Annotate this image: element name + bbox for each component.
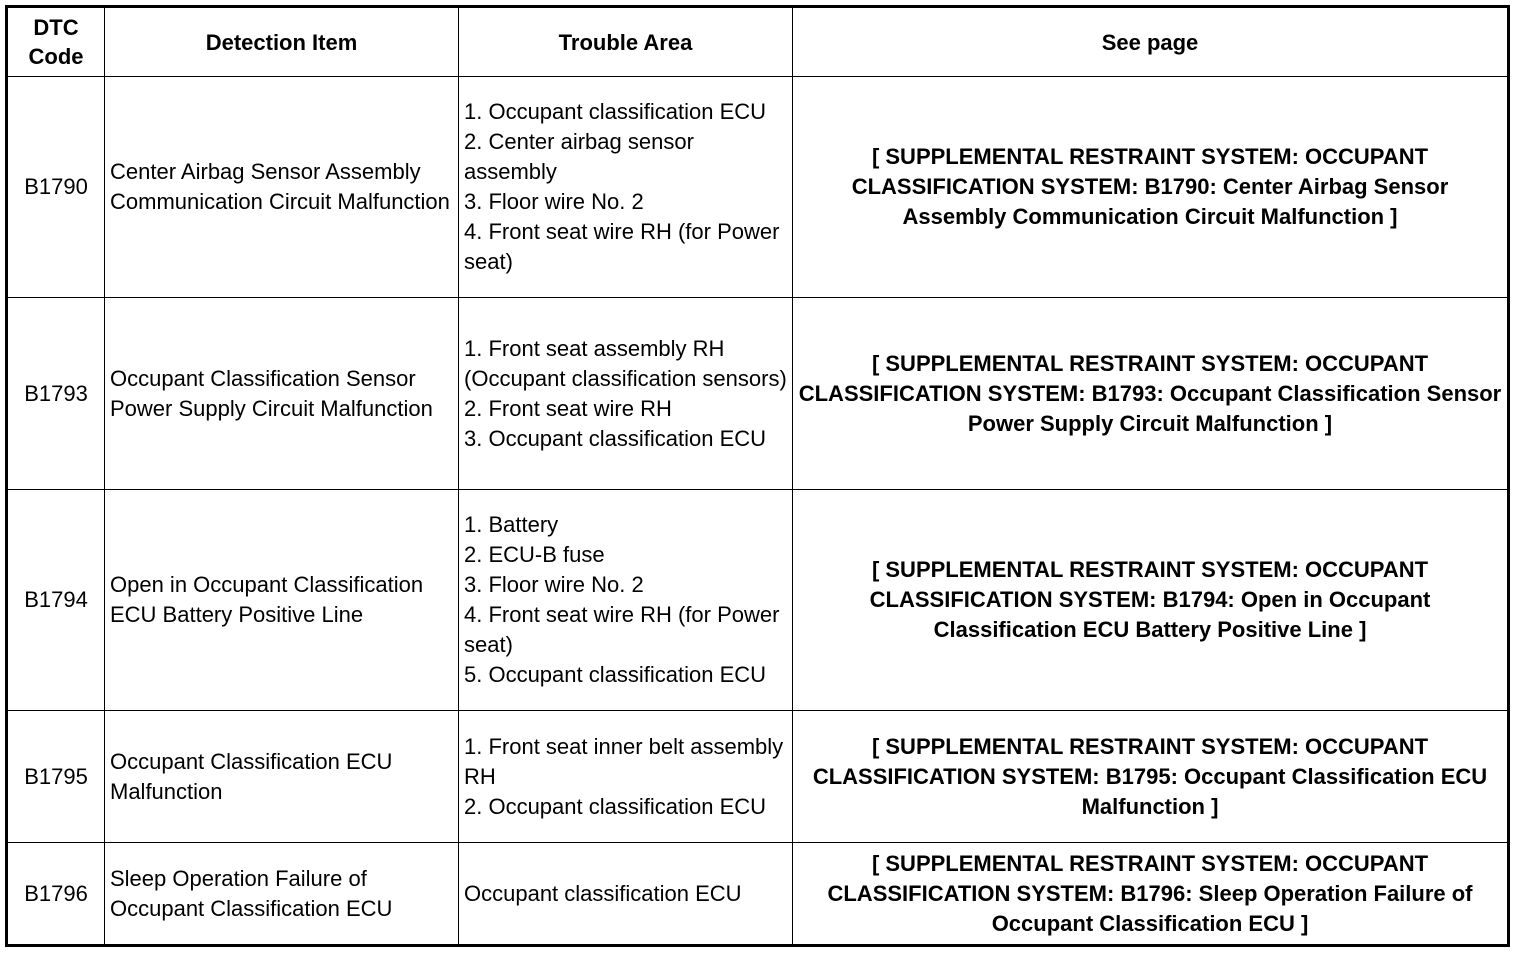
table-row — [7, 298, 1509, 490]
trouble-area-line: 2. Center airbag sensor assembly — [464, 129, 694, 184]
header-trouble-area: Trouble Area — [459, 7, 793, 77]
trouble-area-line: 1. Battery — [464, 512, 559, 537]
trouble-area — [459, 298, 793, 490]
header-see-page: See page — [793, 7, 1509, 77]
trouble-area-line: Occupant classification ECU — [464, 880, 742, 906]
trouble-area-line: 4. Front seat wire RH (for Power seat) — [464, 602, 780, 657]
detection-item: Occupant Classification Sensor Power Supply Circuit Malfunction — [105, 298, 459, 490]
trouble-area — [459, 711, 793, 843]
trouble-area-line: 5. Occupant classification ECU — [464, 662, 767, 687]
trouble-area-line: 1. Front seat inner belt assembly RH — [464, 733, 784, 789]
trouble-area-line: 3. Floor wire No. 2 — [464, 572, 644, 597]
trouble-area-line: 3. Occupant classification ECU — [464, 425, 767, 451]
header-detection-item: Detection Item — [105, 7, 459, 77]
trouble-area-line: 2. Front seat wire RH — [464, 395, 672, 421]
dtc-code: B1790 — [7, 77, 105, 298]
detection-item: Occupant Classification ECU Malfunction — [105, 711, 459, 843]
trouble-area-line: 2. Occupant classification ECU — [464, 793, 767, 819]
header-dtc-code — [7, 7, 105, 77]
see-page-link[interactable]: [ SUPPLEMENTAL RESTRAINT SYSTEM: OCCUPANT CLASSIFICATION SYSTEM: B1790: Center Airbag Sensor Assembly Communication Circuit Malfunction ] — [793, 77, 1509, 298]
table-row — [7, 490, 1509, 711]
trouble-area — [459, 77, 793, 298]
trouble-area-line: 1. Front seat assembly RH (Occupant classification sensors) — [464, 335, 787, 391]
dtc-table — [5, 5, 1510, 947]
header-dtc-code-line1: DTC — [33, 15, 79, 40]
trouble-area — [459, 490, 793, 711]
trouble-area-line: 4. Front seat wire RH (for Power seat) — [464, 219, 780, 274]
trouble-area-line: 3. Floor wire No. 2 — [464, 189, 644, 214]
see-page-link[interactable]: [ SUPPLEMENTAL RESTRAINT SYSTEM: OCCUPANT CLASSIFICATION SYSTEM: B1795: Occupant Classification ECU Malfunction ] — [793, 711, 1509, 843]
see-page-link[interactable]: [ SUPPLEMENTAL RESTRAINT SYSTEM: OCCUPANT CLASSIFICATION SYSTEM: B1793: Occupant Classification Sensor Power Supply Circuit Malfunction ] — [793, 298, 1509, 490]
trouble-area-line: 2. ECU-B fuse — [464, 542, 605, 567]
see-page-link[interactable]: [ SUPPLEMENTAL RESTRAINT SYSTEM: OCCUPANT CLASSIFICATION SYSTEM: B1794: Open in Occupant Classification ECU Battery Positive Line ] — [793, 490, 1509, 711]
table-row — [7, 843, 1509, 946]
table-header-row — [7, 7, 1509, 77]
dtc-code: B1794 — [7, 490, 105, 711]
header-dtc-code-line2: Code — [28, 44, 84, 69]
table-row — [7, 77, 1509, 298]
detection-item: Open in Occupant Classification ECU Battery Positive Line — [105, 490, 459, 711]
see-page-link[interactable]: [ SUPPLEMENTAL RESTRAINT SYSTEM: OCCUPANT CLASSIFICATION SYSTEM: B1796: Sleep Operation Failure of Occupant Classification ECU ] — [793, 843, 1509, 946]
table-row — [7, 711, 1509, 843]
trouble-area-line: 1. Occupant classification ECU — [464, 99, 767, 124]
dtc-code: B1795 — [7, 711, 105, 843]
trouble-area — [459, 843, 793, 946]
dtc-code: B1793 — [7, 298, 105, 490]
dtc-code: B1796 — [7, 843, 105, 946]
detection-item: Sleep Operation Failure of Occupant Classification ECU — [105, 843, 459, 946]
detection-item: Center Airbag Sensor Assembly Communication Circuit Malfunction — [105, 77, 459, 298]
